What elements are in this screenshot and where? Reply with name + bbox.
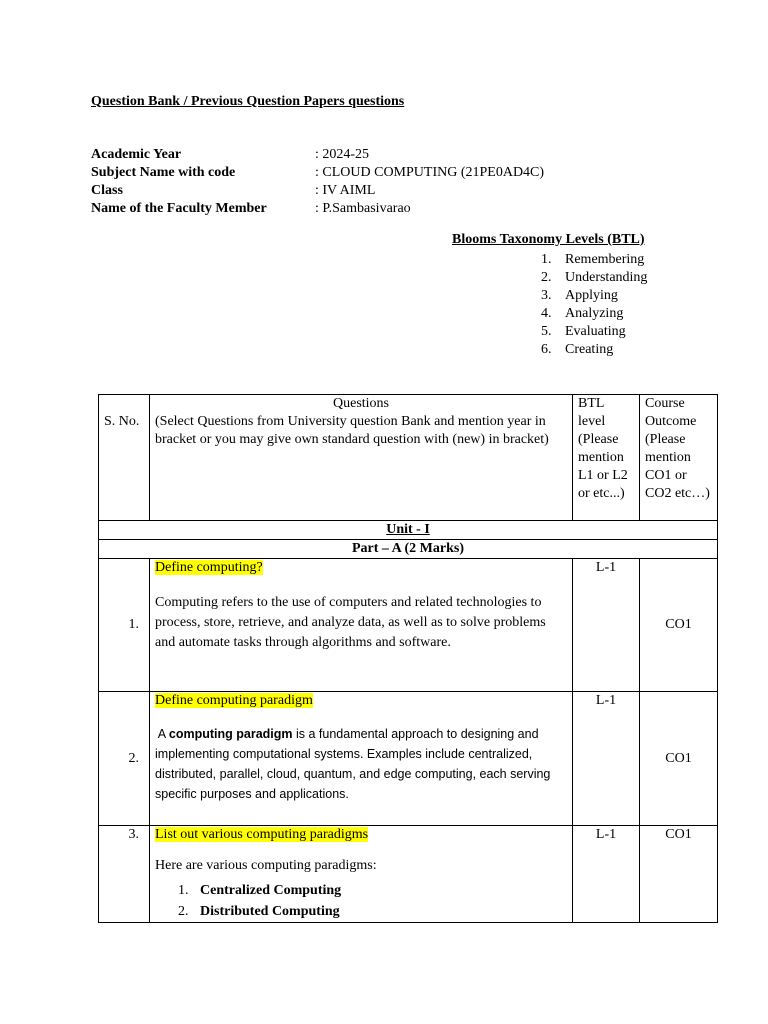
answer-text: Computing refers to the use of computers and related technologies to process, store, retrieve, and analyze data, as well as to solve problems and automate tasks through algorithms and software.	[155, 595, 546, 650]
info-row-class	[91, 182, 544, 200]
document-title: Question Bank / Previous Question Papers questions	[91, 94, 405, 109]
unit-row	[99, 521, 718, 540]
btl-level-number: 5.	[541, 324, 552, 339]
info-row-faculty	[91, 200, 544, 218]
table-row	[99, 826, 718, 923]
btl-level-label: Understanding	[565, 270, 648, 285]
header-btl	[573, 395, 640, 521]
btl-level	[541, 251, 647, 269]
header-questions	[150, 395, 573, 521]
info-value: : 2024-25	[315, 147, 370, 162]
list-item	[178, 901, 567, 922]
btl-cell: L-1	[573, 559, 640, 692]
list-item-number: 2.	[178, 904, 189, 919]
btl-level-label: Applying	[565, 288, 618, 303]
header-co	[640, 395, 718, 521]
list-item-number: 1.	[178, 883, 189, 898]
info-row-academic-year	[91, 146, 544, 164]
question-text: Define computing?	[155, 560, 263, 575]
question-text: List out various computing paradigms	[155, 827, 369, 842]
table-header-row	[99, 395, 718, 521]
paradigm-list	[155, 880, 567, 922]
header-sno-label: S. No.	[104, 414, 140, 429]
btl-level-label: Evaluating	[565, 324, 626, 339]
part-heading: Part – A (2 Marks)	[99, 540, 718, 559]
answer-text: Here are various computing paradigms:	[155, 858, 377, 873]
co-cell: CO1	[640, 559, 718, 692]
part-row	[99, 540, 718, 559]
question-text: Define computing paradigm	[155, 693, 313, 708]
table-row	[99, 692, 718, 826]
row-number: 3.	[99, 826, 150, 923]
question-cell	[150, 826, 573, 923]
btl-level-list	[452, 251, 647, 359]
header-questions-note: (Select Questions from University question Bank and mention year in bracket or you may give own standard question with (new) in bracket)	[155, 414, 549, 447]
question-cell	[150, 559, 573, 692]
btl-level	[541, 305, 647, 323]
header-co-label: Course Outcome (Please mention CO1 or CO2 etc…)	[645, 396, 710, 501]
info-key: Subject Name with code	[91, 165, 236, 180]
question-table	[98, 394, 718, 923]
info-row-subject	[91, 164, 544, 182]
info-key: Name of the Faculty Member	[91, 201, 267, 216]
btl-level-label: Analyzing	[565, 306, 624, 321]
btl-level-number: 2.	[541, 270, 552, 285]
unit-heading: Unit - I	[99, 521, 718, 540]
course-info	[91, 146, 544, 218]
row-number: 1.	[99, 559, 150, 692]
co-cell: CO1	[640, 826, 718, 923]
btl-level	[541, 269, 647, 287]
header-questions-title: Questions	[333, 396, 389, 411]
row-number: 2.	[99, 692, 150, 826]
table-row	[99, 559, 718, 692]
list-item-label: Distributed Computing	[200, 904, 340, 919]
btl-title: Blooms Taxonomy Levels (BTL)	[452, 232, 645, 247]
btl-level	[541, 341, 647, 359]
btl-level-number: 3.	[541, 288, 552, 303]
answer-text	[155, 724, 567, 804]
list-item-label: Centralized Computing	[200, 883, 342, 898]
btl-cell: L-1	[573, 692, 640, 826]
list-item	[178, 880, 567, 901]
btl-level-label: Remembering	[565, 252, 645, 267]
info-key: Academic Year	[91, 147, 182, 162]
info-value: : CLOUD COMPUTING (21PE0AD4C)	[315, 165, 545, 180]
btl-level	[541, 287, 647, 305]
answer-term: computing paradigm	[168, 727, 293, 741]
info-value: : IV AIML	[315, 183, 376, 198]
header-btl-label: BTL level (Please mention L1 or L2 or etc...)	[578, 396, 628, 501]
btl-level-number: 6.	[541, 342, 552, 357]
info-value: : P.Sambasivarao	[315, 201, 411, 216]
info-key: Class	[91, 183, 123, 198]
answer-rest: is a fundamental approach to designing and implementing computational systems. Examples include centralized, distributed, parallel, cloud, quantum, and edge computing, each serving specific purposes and applications.	[155, 727, 551, 801]
btl-level-number: 1.	[541, 252, 552, 267]
btl-cell: L-1	[573, 826, 640, 923]
btl-level-number: 4.	[541, 306, 552, 321]
btl-legend	[452, 231, 647, 359]
btl-level	[541, 323, 647, 341]
header-sno	[99, 395, 150, 521]
question-cell	[150, 692, 573, 826]
answer-prefix: A	[155, 727, 169, 741]
btl-level-label: Creating	[565, 342, 614, 357]
co-cell: CO1	[640, 692, 718, 826]
